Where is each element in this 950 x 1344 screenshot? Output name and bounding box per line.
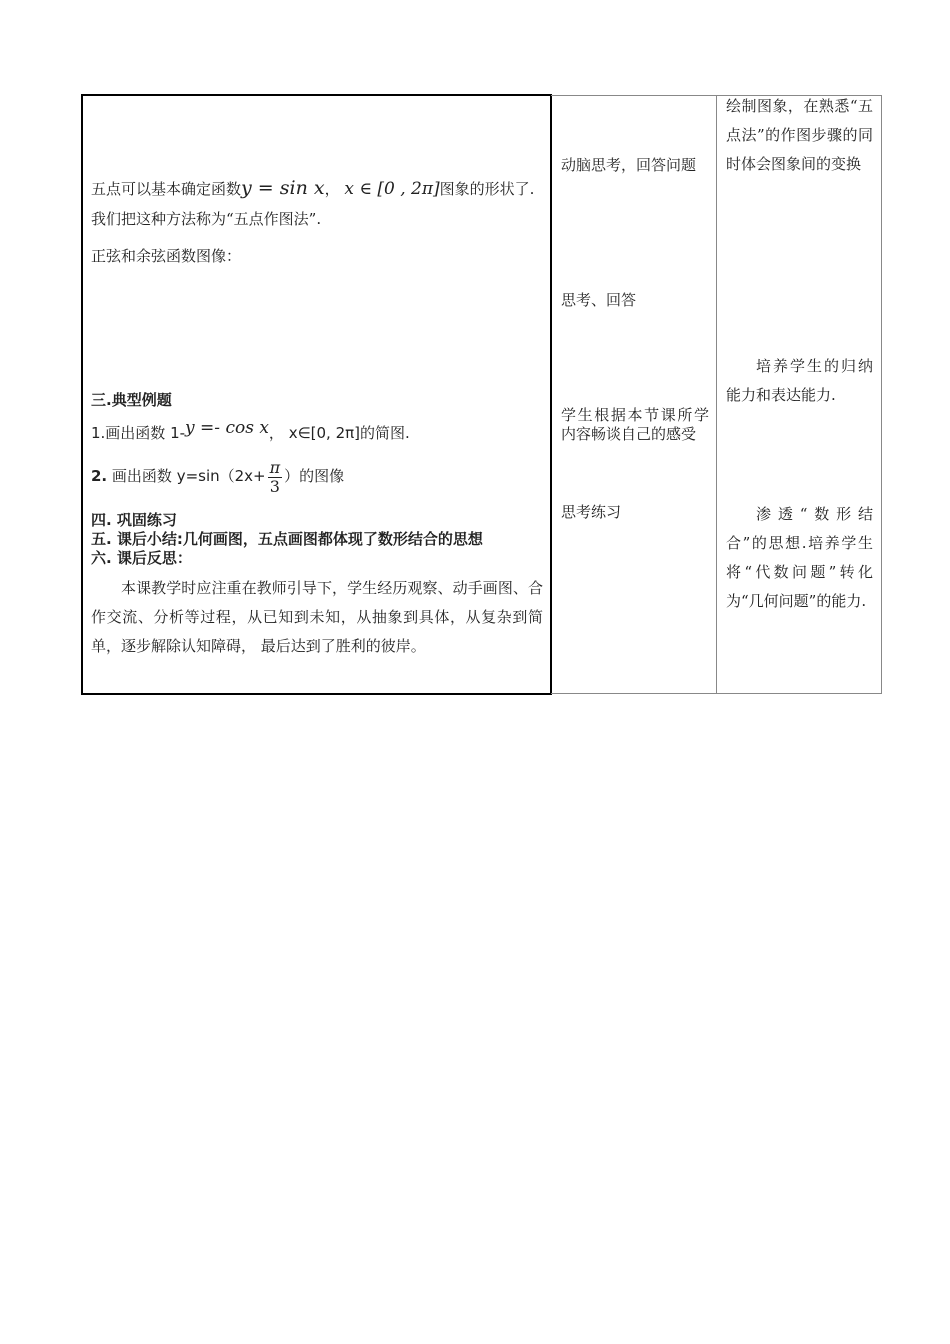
- activity-think-answer: 动脑思考，回答问题: [561, 156, 697, 174]
- section-heading-summary: 五. 课后小结:几何画图，五点画图都体现了数形结合的思想: [91, 530, 483, 548]
- example-2-number: 2.: [91, 467, 108, 485]
- sentence-prefix: 五点可以基本确定函数: [91, 180, 242, 198]
- fraction-numerator: π: [269, 457, 281, 477]
- section-heading-examples: 三.典型例题: [91, 391, 172, 409]
- example-2-suffix: ）的图像: [284, 467, 345, 485]
- reflection-paragraph: [91, 574, 543, 661]
- example-2-prefix: 画出函数 y=sin（2x+: [111, 467, 266, 485]
- student-activity-cell: [551, 95, 716, 694]
- graph-caption: 正弦和余弦函数图像：: [91, 247, 242, 265]
- example-1-suffix: ， x∈[0, 2π]的简图.: [268, 424, 410, 442]
- sine-function-formula: y = sin x: [241, 177, 325, 199]
- example-2: [91, 456, 344, 496]
- activity-practice: 思考练习: [561, 503, 622, 521]
- five-point-method-definition: 我们把这种方法称为“五点作图法”.: [91, 210, 322, 228]
- example-1: [91, 418, 410, 443]
- fraction-denominator: 3: [269, 476, 280, 496]
- intent-draw-graph: 绘制图象，在熟悉“五点法”的作图步骤的同时体会图象间的变换: [726, 97, 873, 173]
- sentence-suffix: 图象的形状了.: [439, 180, 535, 198]
- pi-over-three-fraction: [268, 459, 283, 496]
- activity-share-feelings: 学生根据本节课所学内容畅谈自己的感受: [561, 406, 709, 443]
- activity-think-respond: 思考、回答: [561, 291, 637, 309]
- intent-number-shape: 渗透“数形结合”的思想.培养学生将“代数问题”转化为“几何问题”的能力.: [726, 505, 873, 610]
- five-point-sentence: [91, 178, 534, 199]
- domain-formula: x ∈ [0 , 2π]: [344, 179, 440, 199]
- cosine-function-formula: y =- cos x: [185, 418, 269, 438]
- sentence-comma: ，: [324, 180, 340, 198]
- section-heading-reflection: 六. 课后反思：: [91, 549, 192, 567]
- intent-induction-expression: 培养学生的归纳能力和表达能力.: [726, 357, 873, 404]
- reflection-text: 本课教学时应注重在教师引导下，学生经历观察、动手画图、合作交流、分析等过程，从已知到未知，从抽象到具体，从复杂到简单，逐步解除认知障碍， 最后达到了胜利的彼岸。: [91, 579, 543, 655]
- section-heading-practice: 四. 巩固练习: [91, 511, 177, 529]
- example-1-prefix: 1.画出函数 1-: [91, 424, 186, 442]
